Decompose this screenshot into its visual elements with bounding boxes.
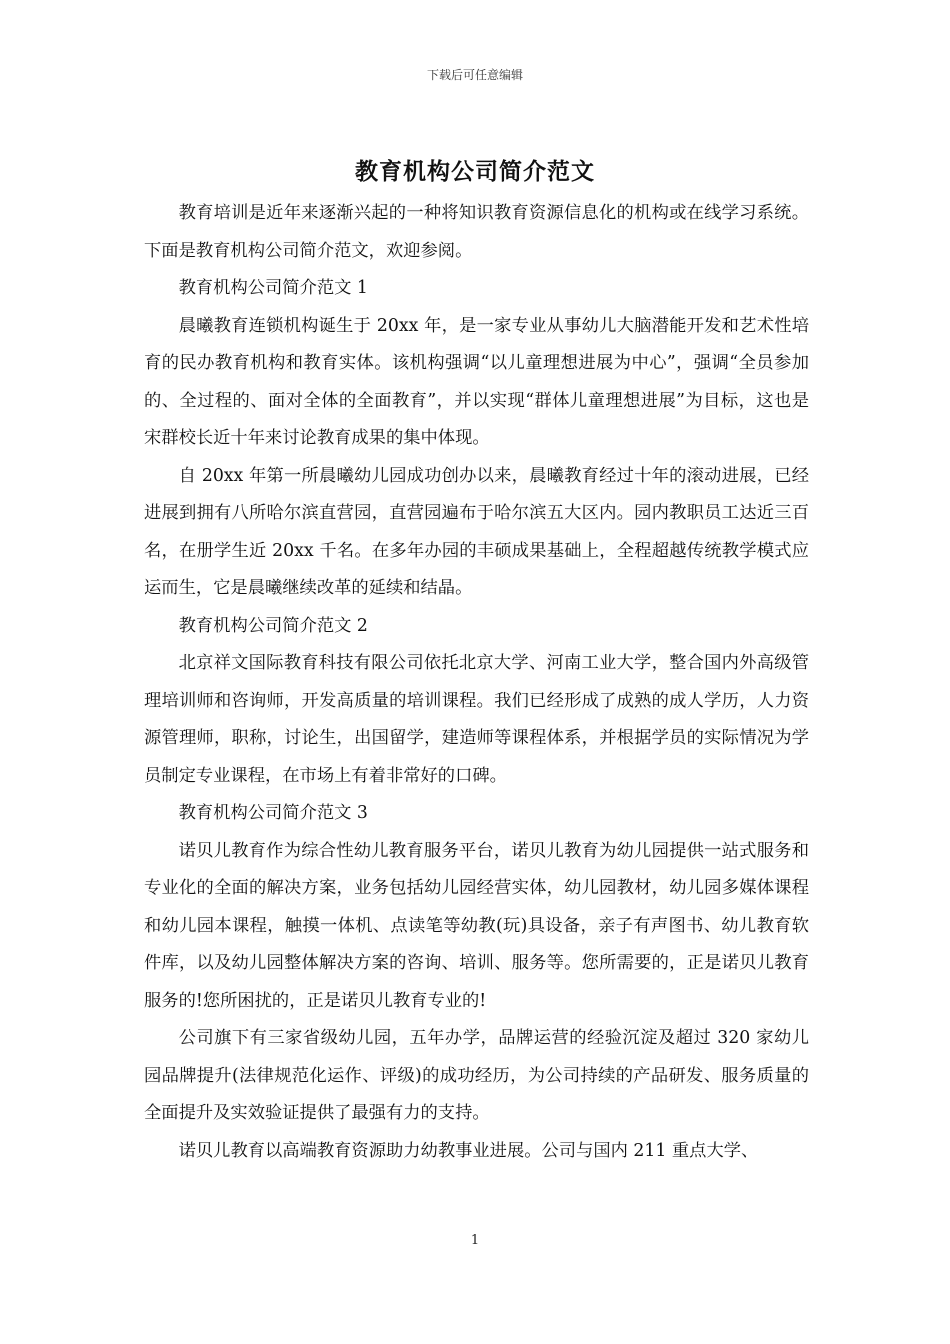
paragraph: 诺贝儿教育作为综合性幼儿教育服务平台，诺贝儿教育为幼儿园提供一站式服务和专业化的全面的解决方案，业务包括幼儿园经营实体，幼儿园教材，幼儿园多媒体课程和幼儿园本课程，触摸一体机、点读笔等幼教(玩)具设备，亲子有声图书、幼儿教育软件库，以及幼儿园整体解决方案的咨询、培训、服务等。您所需要的，正是诺贝儿教育服务的!您所困扰的，正是诺贝儿教育专业的!: [144, 840, 809, 1011]
section-heading-3: 教育机构公司简介范文 3: [178, 803, 368, 823]
document-body: [144, 195, 809, 1170]
paragraph: 公司旗下有三家省级幼儿园，五年办学，品牌运营的经验沉淀及超过 320 家幼儿园品牌提升(法律规范化运作、评级)的成功经历，为公司持续的产品研发、服务质量的全面提升及实效验证提供了最强有力的支持。: [144, 1028, 809, 1123]
paragraph: 晨曦教育连锁机构诞生于 20xx 年，是一家专业从事幼儿大脑潜能开发和艺术性培育的民办教育机构和教育实体。该机构强调“以儿童理想进展为中心”，强调“全员参加的、全过程的、面对全体的全面教育”，并以实现“群体儿童理想进展”为目标，这也是宋群校长近十年来讨论教育成果的集中体现。: [144, 315, 809, 448]
paragraph: 诺贝儿教育以高端教育资源助力幼教事业进展。公司与国内 211 重点大学、: [178, 1140, 759, 1161]
document-title: 教育机构公司简介范文: [355, 158, 595, 185]
header-note: 下载后可任意编辑: [426, 68, 523, 82]
section-heading-2: 教育机构公司简介范文 2: [178, 615, 368, 636]
section-heading-1: 教育机构公司简介范文 1: [178, 278, 368, 298]
paragraph-intro: 教育培训是近年来逐渐兴起的一种将知识教育资源信息化的机构或在线学习系统。下面是教育机构公司简介范文，欢迎参阅。: [144, 203, 809, 261]
page-number: 1: [470, 1233, 480, 1248]
paragraph: 北京祥文国际教育科技有限公司依托北京大学、河南工业大学，整合国内外高级管理培训师和咨询师，开发高质量的培训课程。我们已经形成了成熟的成人学历，人力资源管理师，职称，讨论生，出国留学，建造师等课程体系，并根据学员的实际情况为学员制定专业课程，在市场上有着非常好的口碑。: [144, 653, 809, 786]
paragraph: 自 20xx 年第一所晨曦幼儿园成功创办以来，晨曦教育经过十年的滚动进展，已经进展到拥有八所哈尔滨直营园，直营园遍布于哈尔滨五大区内。园内教职员工达近三百名，在册学生近 20xx 千名。在多年办园的丰硕成果基础上，全程超越传统教学模式应运而生，它是晨曦继续改革的延续和结晶。: [144, 465, 809, 598]
